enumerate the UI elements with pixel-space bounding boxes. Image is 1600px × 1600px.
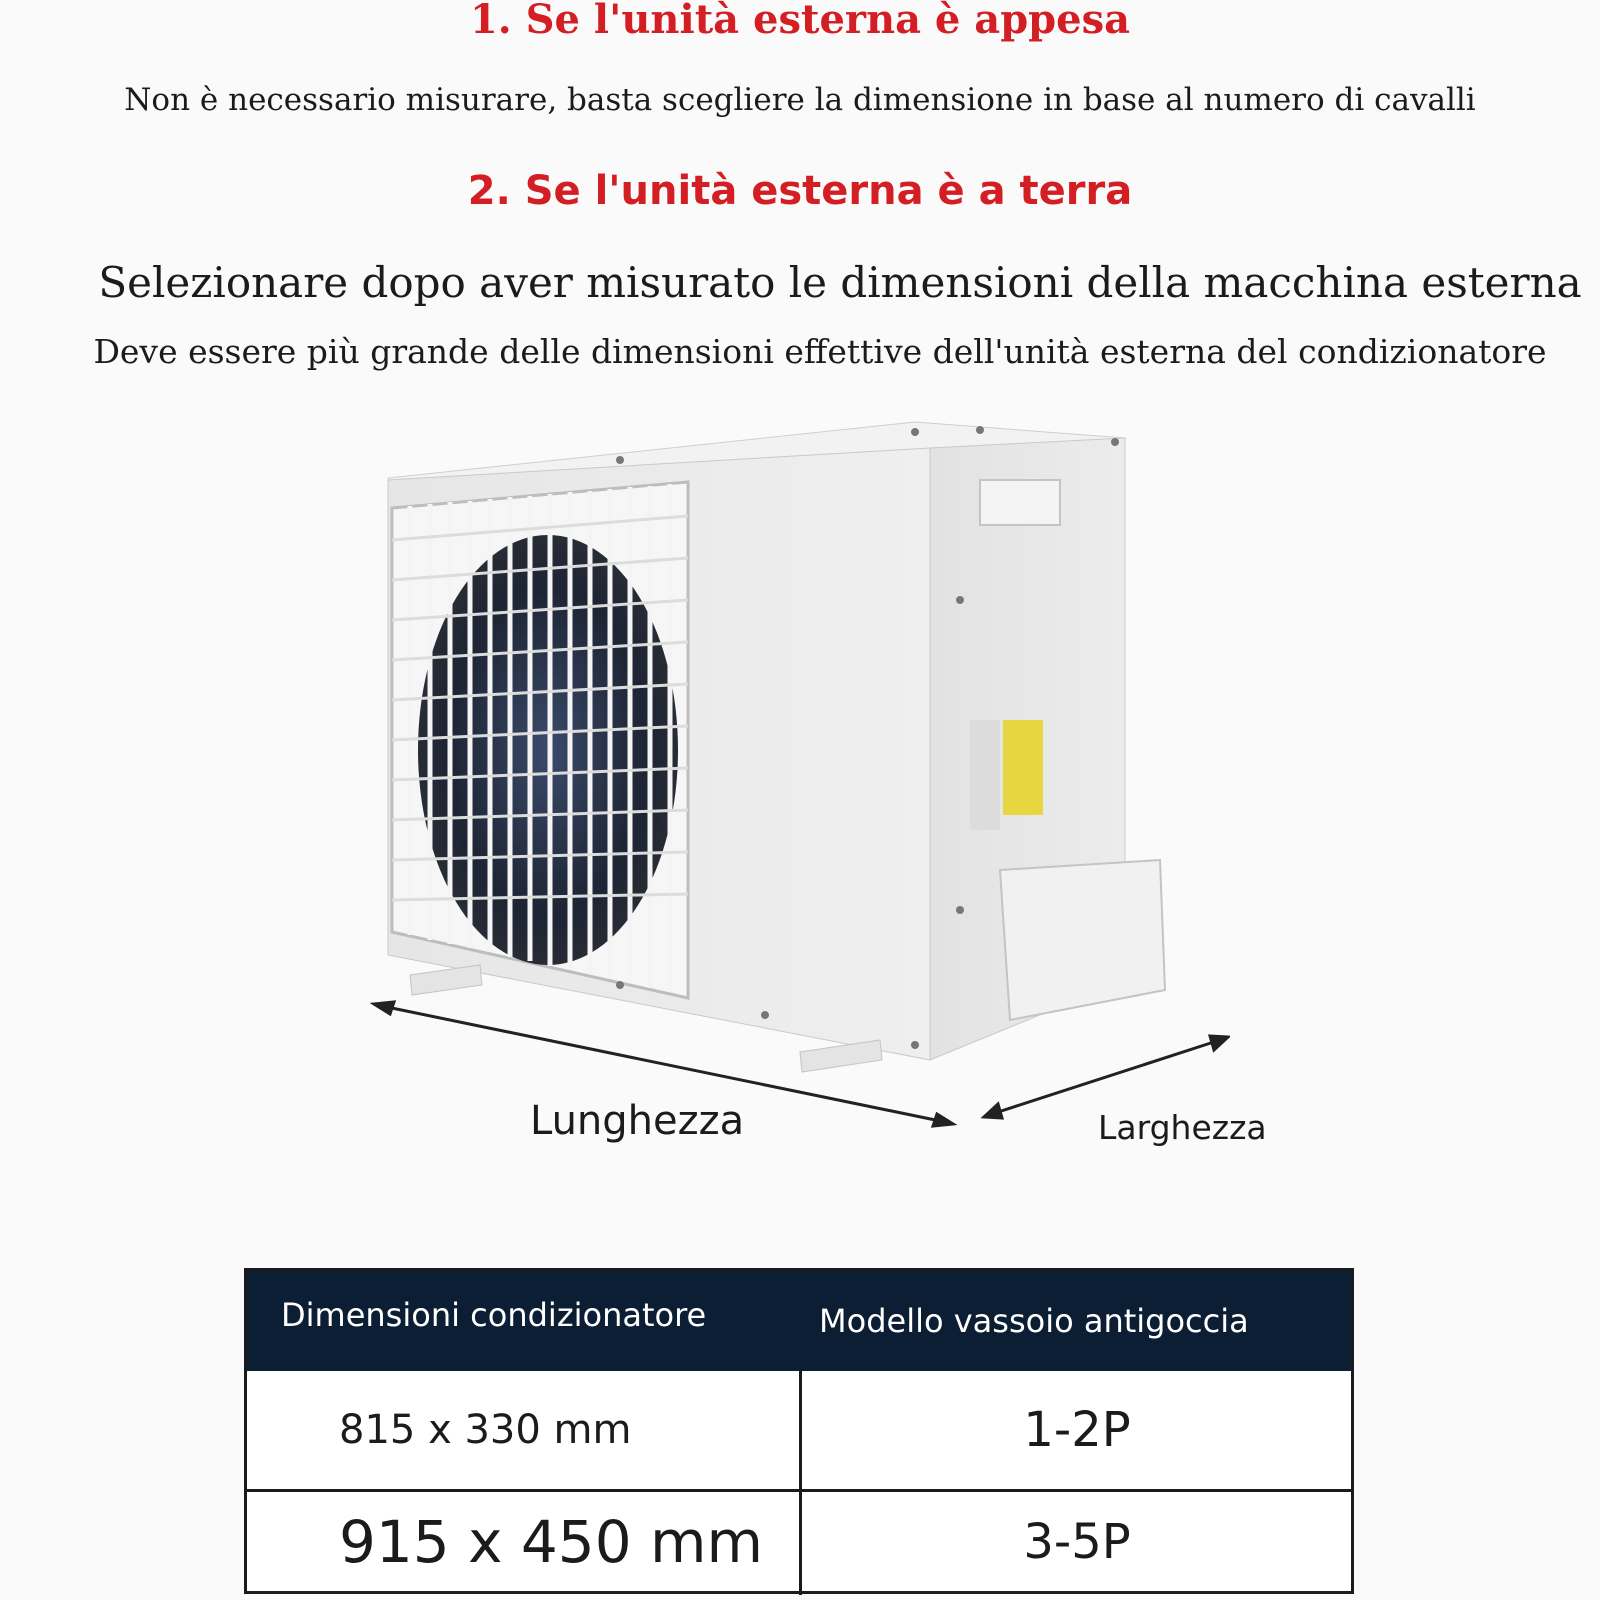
header-tray-model: Modello vassoio antigoccia	[819, 1302, 1249, 1340]
outdoor-ac-unit-illustration	[370, 420, 1230, 1140]
text-size-note: Deve essere più grande delle dimensioni effettive dell'unità esterna del condizionatore	[93, 332, 1547, 371]
length-label: Lunghezza	[530, 1098, 745, 1144]
size-table	[244, 1268, 1354, 1594]
table-header	[247, 1271, 1351, 1371]
heading-ground-unit: 2. Se l'unità esterna è a terra	[467, 168, 1133, 214]
cell-tray-model: 1-2P	[1023, 1402, 1131, 1458]
cell-dimensions: 815 x 330 mm	[339, 1407, 632, 1453]
text-hanging-unit: Non è necessario misurare, basta scegliere la dimensione in base al numero di cavalli	[124, 82, 1476, 118]
heading-hanging-unit: 1. Se l'unità esterna è appesa	[469, 0, 1131, 43]
width-label: Larghezza	[1098, 1108, 1267, 1147]
cell-tray-model: 3-5P	[1023, 1514, 1131, 1570]
column-divider	[799, 1371, 802, 1595]
header-dimensions: Dimensioni condizionatore	[281, 1296, 707, 1334]
text-measure-instruction: Selezionare dopo aver misurato le dimensioni della macchina esterna	[98, 258, 1582, 307]
cell-dimensions: 915 x 450 mm	[339, 1508, 764, 1576]
